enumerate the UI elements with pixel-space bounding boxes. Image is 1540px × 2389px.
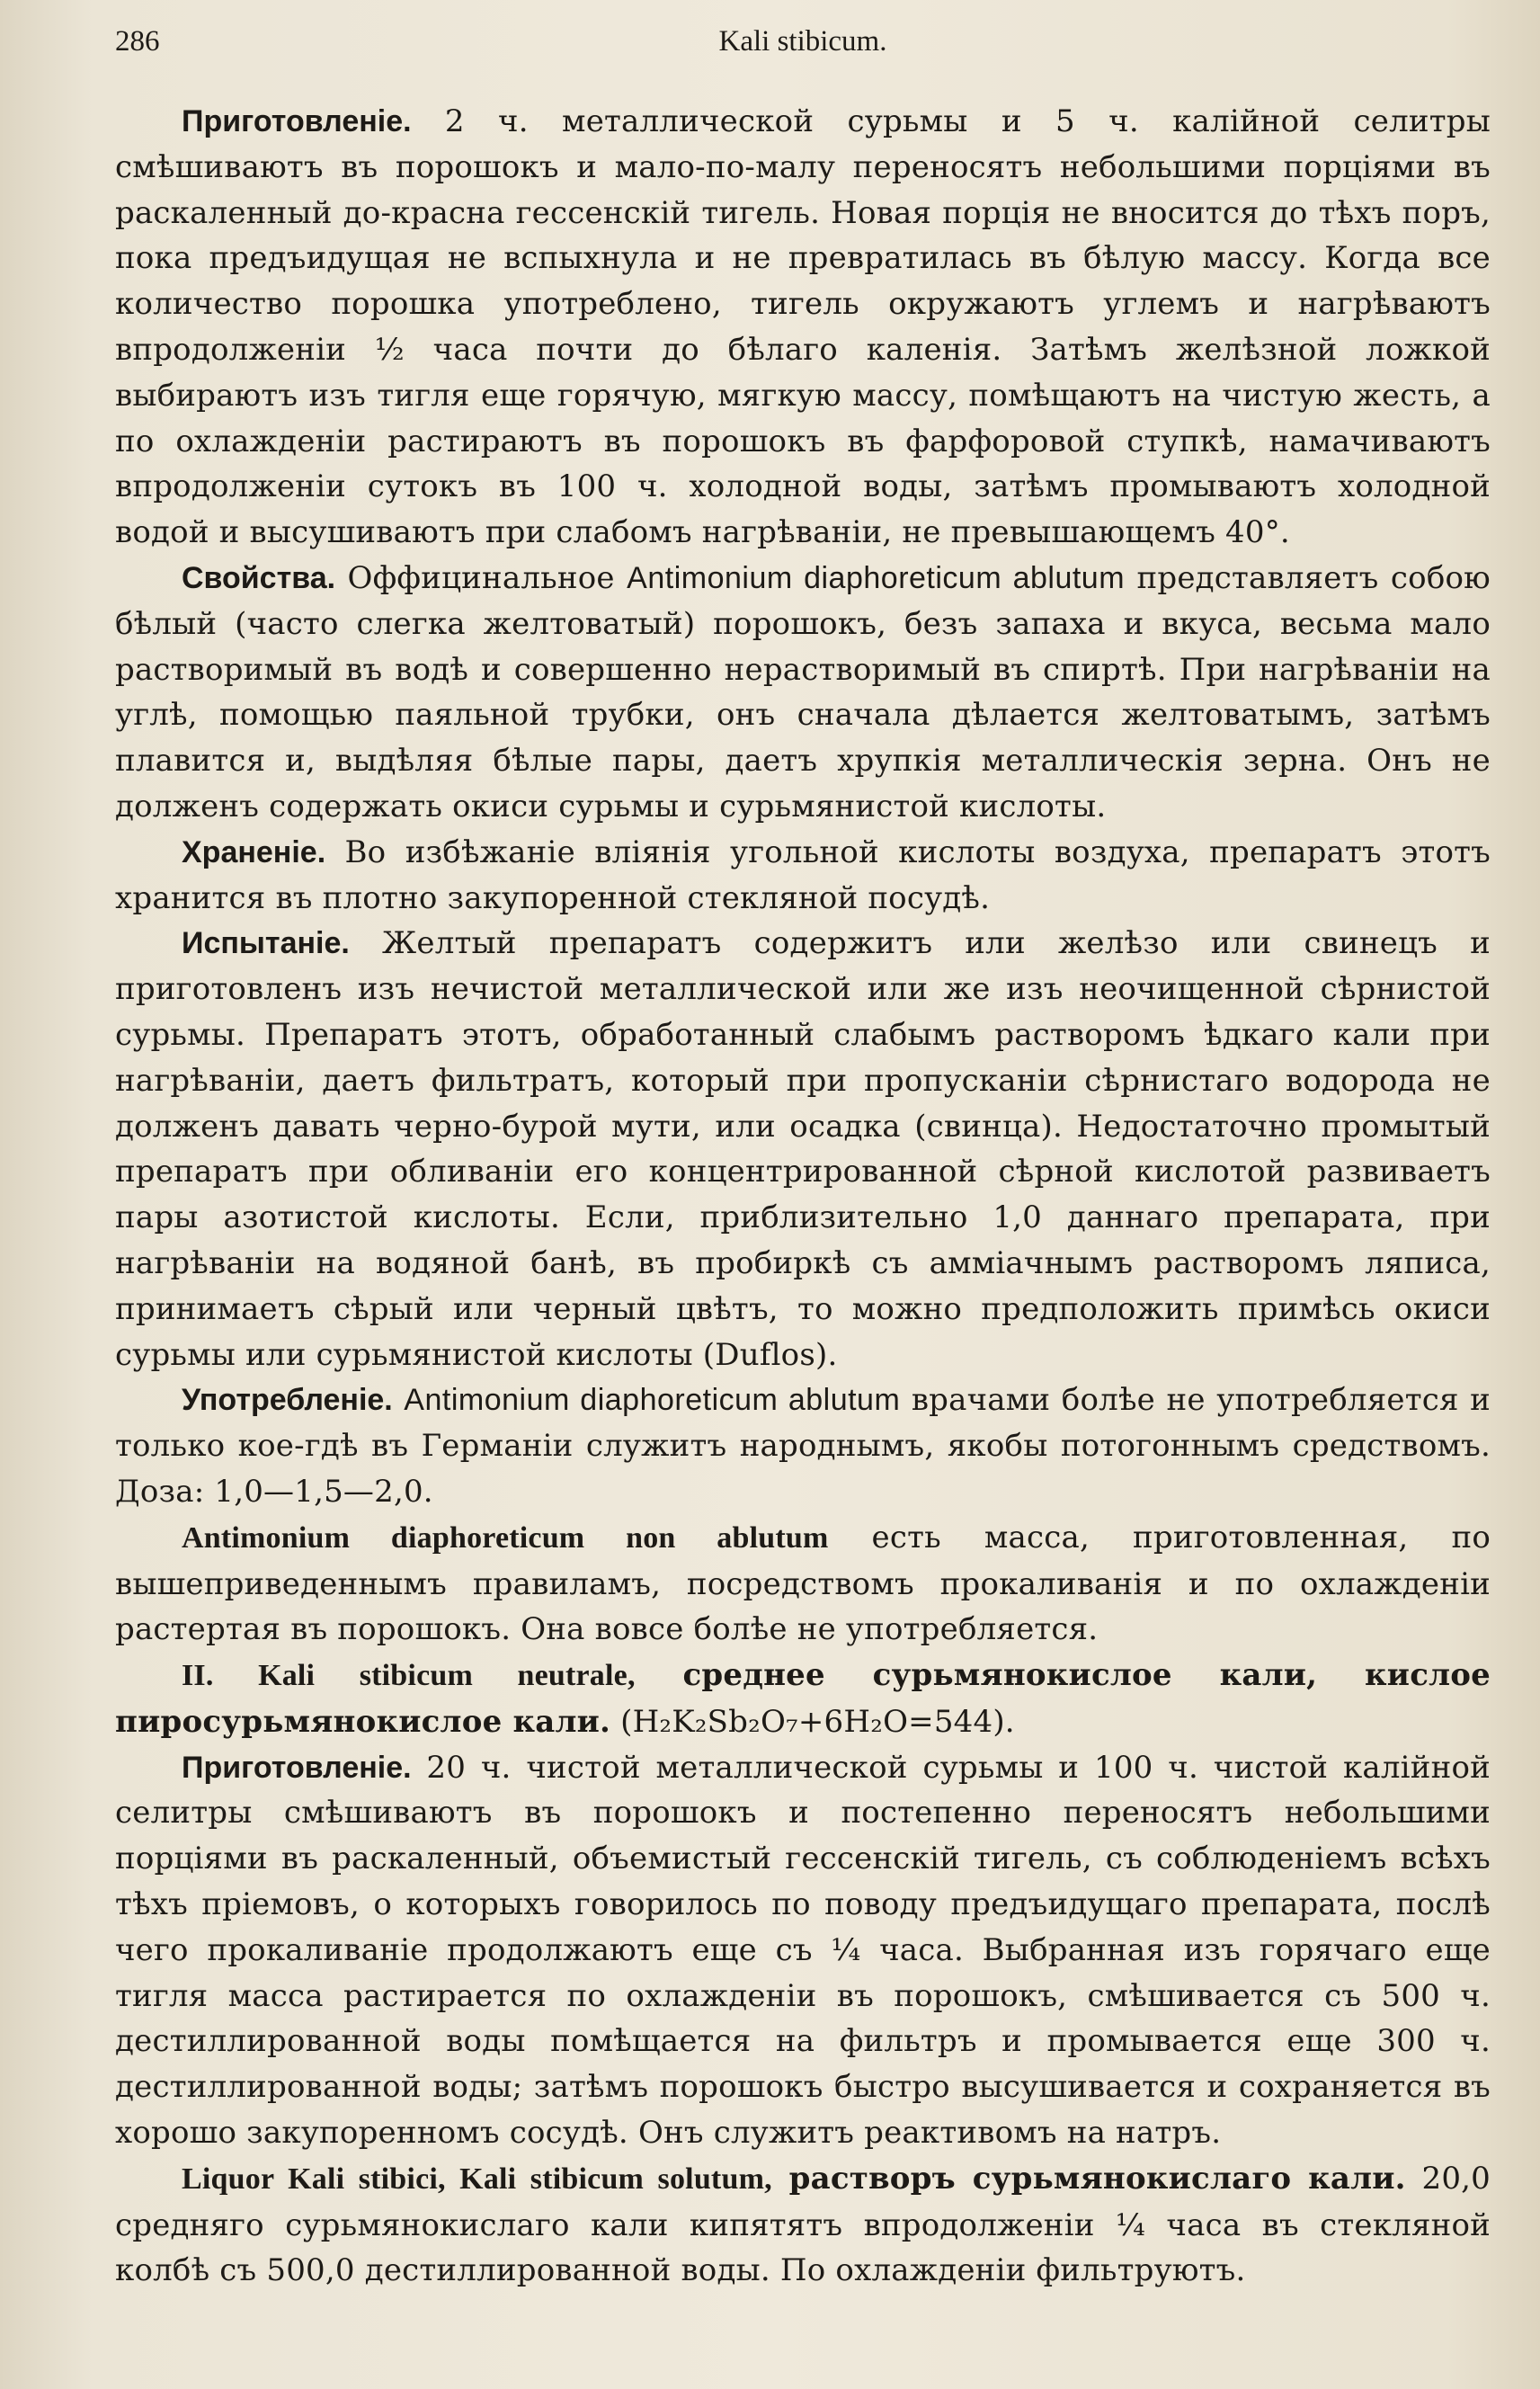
section-heading-properties: Свойства. [182,560,336,595]
running-title: Kali stibicum. [718,25,887,58]
entry-title-russian: среднее сурьмянокислое кали, кислое пиросурьмянокислое кали. [115,1657,1491,1740]
page-number: 286 [115,25,160,58]
paragraph-storage [115,830,1491,922]
entry-title-latin: Liquor Kali stibici, Kali stibicum solutum, [182,2162,772,2196]
page-header [115,20,1491,65]
paragraph-usage [115,1377,1491,1514]
entry-title-russian: растворъ сурьмянокислаго кали. [771,2160,1406,2197]
latin-term: Antimonium diaphoreticum ablutum [404,1383,901,1418]
paragraph-text-pre [393,1382,405,1418]
paragraph-text: Во избѣжаніе вліянія угольной кислоты воздуха, препаратъ этотъ хранится въ плотно закупоренной стекляной посудѣ. [115,833,1491,916]
paragraph-non-ablutum [115,1515,1491,1653]
latin-term: Antimonium diaphoreticum ablutum [627,560,1126,595]
paragraph-kali-stibicum-neutrale [115,1653,1491,1745]
paragraph-liquor-kali-stibici [115,2156,1491,2294]
section-heading-preparation: Приготовленіе. [182,1750,412,1785]
paragraph-preparation-1 [115,99,1491,556]
section-heading-preparation: Приготовленіе. [182,104,412,138]
paragraph-text: 2 ч. металлической сурьмы и 5 ч. калійной селитры смѣшиваютъ въ порошокъ и мало-по-малу переносятъ небольшими порціями въ раскаленный до-красна гессенскій тигель. Новая порція не вносится до тѣхъ поръ, пока предъидущая не вспыхнула и не превратилась въ бѣлую массу. Когда все количество порошка употреблено, тигель окружаютъ углемъ и нагрѣваютъ впродолженіи ½ часа почти до бѣлаго каленія. Затѣмъ желѣзной ложкой выбираютъ изъ тигля еще горячую, мягкую массу, помѣщаютъ на чистую жесть, а по охлажденіи растираютъ въ порошокъ въ фарфоровой ступкѣ, намачиваютъ впродолженіи сутокъ въ 100 ч. холодной воды, затѣмъ промываютъ холодной водой и высушиваютъ при слабомъ нагрѣваніи, не превышающемъ 40°. [115,103,1491,551]
paragraph-properties [115,556,1491,830]
paragraph-testing [115,921,1491,1377]
entry-title-latin: Antimonium diaphoreticum non ablutum [182,1520,829,1555]
paragraph-text-pre: Оффицинальное [335,559,628,596]
entry-title-latin: II. Kali stibicum neutrale, [182,1659,636,1693]
page-body [115,99,1491,2294]
paragraph-text: 20,0 средняго сурьмянокислаго кали кипятятъ впродолженіи ¼ часа въ стекляной колбѣ съ 500,0 дестиллированной воды. По охлажденіи фильтруютъ. [115,2160,1491,2289]
section-heading-usage: Употребленіе. [182,1383,393,1418]
paragraph-text: Желтый препаратъ содержитъ или желѣзо или свинецъ и приготовленъ изъ нечистой металлической или же изъ неочищенной сѣрнистой сурьмы. Препаратъ этотъ, обработанный слабымъ растворомъ ѣдкаго кали при нагрѣваніи, даетъ фильтратъ, который при пропусканіи сѣрнистаго водорода не долженъ давать черно-бурой мути, или осадка (свинца). Недостаточно промытый препаратъ при обливаніи его концентрированной сѣрной кислотой развиваетъ пары азотистой кислоты. Если, приблизительно 1,0 даннаго препарата, при нагрѣваніи на водяной банѣ, въ пробиркѣ съ амміачнымъ растворомъ ляписа, принимаетъ сѣрый или черный цвѣтъ, то можно предположить примѣсь окиси сурьмы или сурьмянистой кислоты (Duflos). [115,925,1491,1373]
paragraph-text: врачами болѣе не употребляется и только кое-гдѣ въ Германіи служитъ народнымъ, якобы потогоннымъ средствомъ. Доза: 1,0—1,5—2,0. [115,1382,1491,1510]
chemical-formula: (H₂K₂Sb₂O₇+6H₂O=544). [610,1703,1015,1740]
paragraph-text: есть масса, приготовленная, по вышеприведеннымъ правиламъ, посредствомъ прокаливанія и по охлажденіи растертая въ порошокъ. Она вовсе болѣе не употребляется. [115,1519,1491,1648]
section-heading-testing: Испытаніе. [182,926,350,961]
paragraph-text: представляетъ собою бѣлый (часто слегка желтоватый) порошокъ, безъ запаха и вкуса, весьма мало растворимый въ водѣ и совершенно нерастворимый въ спиртѣ. При нагрѣваніи на углѣ, помощью паяльной трубки, онъ сначала дѣлается желтоватымъ, затѣмъ плавится и, выдѣляя бѣлые пары, даетъ хрупкія металлическія зерна. Онъ не долженъ содержать окиси сурьмы и сурьмянистой кислоты. [115,559,1491,825]
paragraph-preparation-2 [115,1745,1491,2156]
section-heading-storage: Храненіе. [182,834,326,869]
paragraph-text: 20 ч. чистой металлической сурьмы и 100 ч. чистой калійной селитры смѣшиваютъ въ порошокъ и постепенно переносятъ небольшими порціями въ раскаленный, объемистый гессенскій тигель, съ соблюденіемъ всѣхъ тѣхъ пріемовъ, о которыхъ говорилось по поводу предъидущаго препарата, послѣ чего прокаливаніе продолжаютъ еще съ ¼ часа. Выбранная изъ горячаго еще тигля масса растирается по охлажденіи въ порошокъ, смѣшивается съ 500 ч. дестиллированной воды помѣщается на фильтръ и промывается еще 300 ч. дестиллированной воды; затѣмъ порошокъ быстро высушивается и сохраняется въ хорошо закупоренномъ сосудѣ. Онъ служитъ реактивомъ на натръ. [115,1749,1491,2152]
